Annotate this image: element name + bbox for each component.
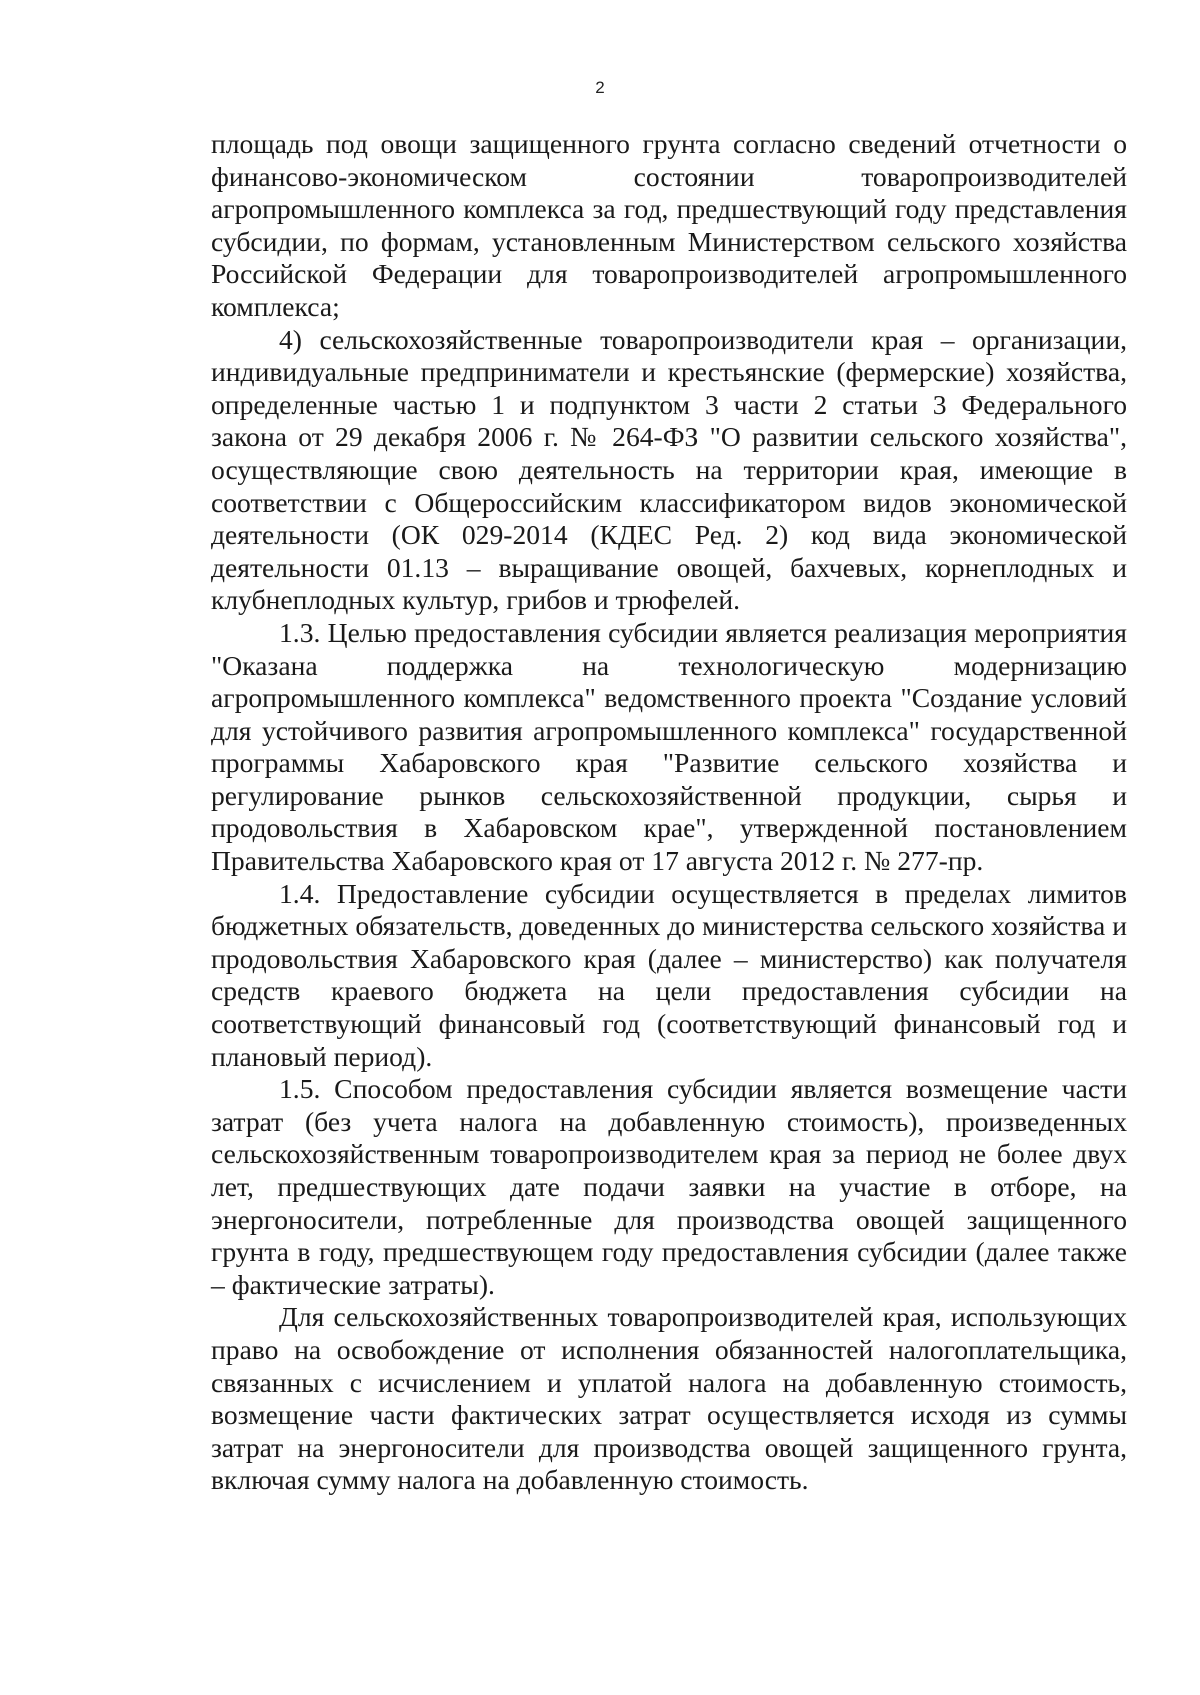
paragraph-section-1-3: 1.3. Целью предоставления субсидии является реализация мероприятия "Оказана поддержка на технологическую модернизацию агропромышленного комплекса" ведомственного проекта "Создание условий для устойчивого развития агропромышленного комплекса" государственной программы Хабаровского края "Развитие сельского хозяйства и регулирование рынков сельскохозяйственной продукции, сырья и продовольствия в Хабаровском крае", утвержденной постановлением Правительства Хабаровского края от 17 августа 2012 г. № 277-пр. (211, 616, 1127, 877)
paragraph-section-1-5: 1.5. Способом предоставления субсидии является возмещение части затрат (без учета налога на добавленную стоимость), произведенных сельскохозяйственным товаропроизводителем края за период не более двух лет, предшествующих дате подачи заявки на участие в отборе, на энергоносители, потребленные для производства овощей защищенного грунта в году, предшествующем году предоставления субсидии (далее также – фактические затраты). (211, 1073, 1127, 1300)
document-body (211, 128, 1127, 1497)
paragraph-definition-area: площадь под овощи защищенного грунта согласно сведений отчетности о финансово-экономическом состоянии товаропроизводителей агропромышленного комплекса за год, предшествующий году представления субсидии, по формам, установленным Министерством сельского хозяйства Российской Федерации для товаропроизводителей агропромышленного комплекса; (211, 128, 1127, 322)
page-number: 2 (595, 78, 605, 97)
paragraph-definition-producers: 4) сельскохозяйственные товаропроизводители края – организации, индивидуальные предприниматели и крестьянские (фермерские) хозяйства, определенные частью 1 и подпунктом 3 части 2 статьи 3 Федерального закона от 29 декабря 2006 г. № 264-ФЗ "О развитии сельского хозяйства", осуществляющие свою деятельность на территории края, имеющие в соответствии с Общероссийским классификатором видов экономической деятельности (ОК 029-2014 (КДЕС Ред. 2) код вида экономической деятельности 01.13 – выращивание овощей, бахчевых, корнеплодных и клубнеплодных культур, грибов и трюфелей. (211, 323, 1127, 616)
paragraph-section-1-4: 1.4. Предоставление субсидии осуществляется в пределах лимитов бюджетных обязательств, доведенных до министерства сельского хозяйства и продовольствия Хабаровского края (далее – министерство) как получателя средств краевого бюджета на цели предоставления субсидии на соответствующий финансовый год (соответствующий финансовый год и плановый период). (211, 877, 1127, 1072)
paragraph-vat-exemption: Для сельскохозяйственных товаропроизводителей края, использующих право на освобождение от исполнения обязанностей налогоплательщика, связанных с исчислением и уплатой налога на добавленную стоимость, возмещение части фактических затрат осуществляется исходя из суммы затрат на энергоносители для производства овощей защищенного грунта, включая сумму налога на добавленную стоимость. (211, 1301, 1127, 1496)
